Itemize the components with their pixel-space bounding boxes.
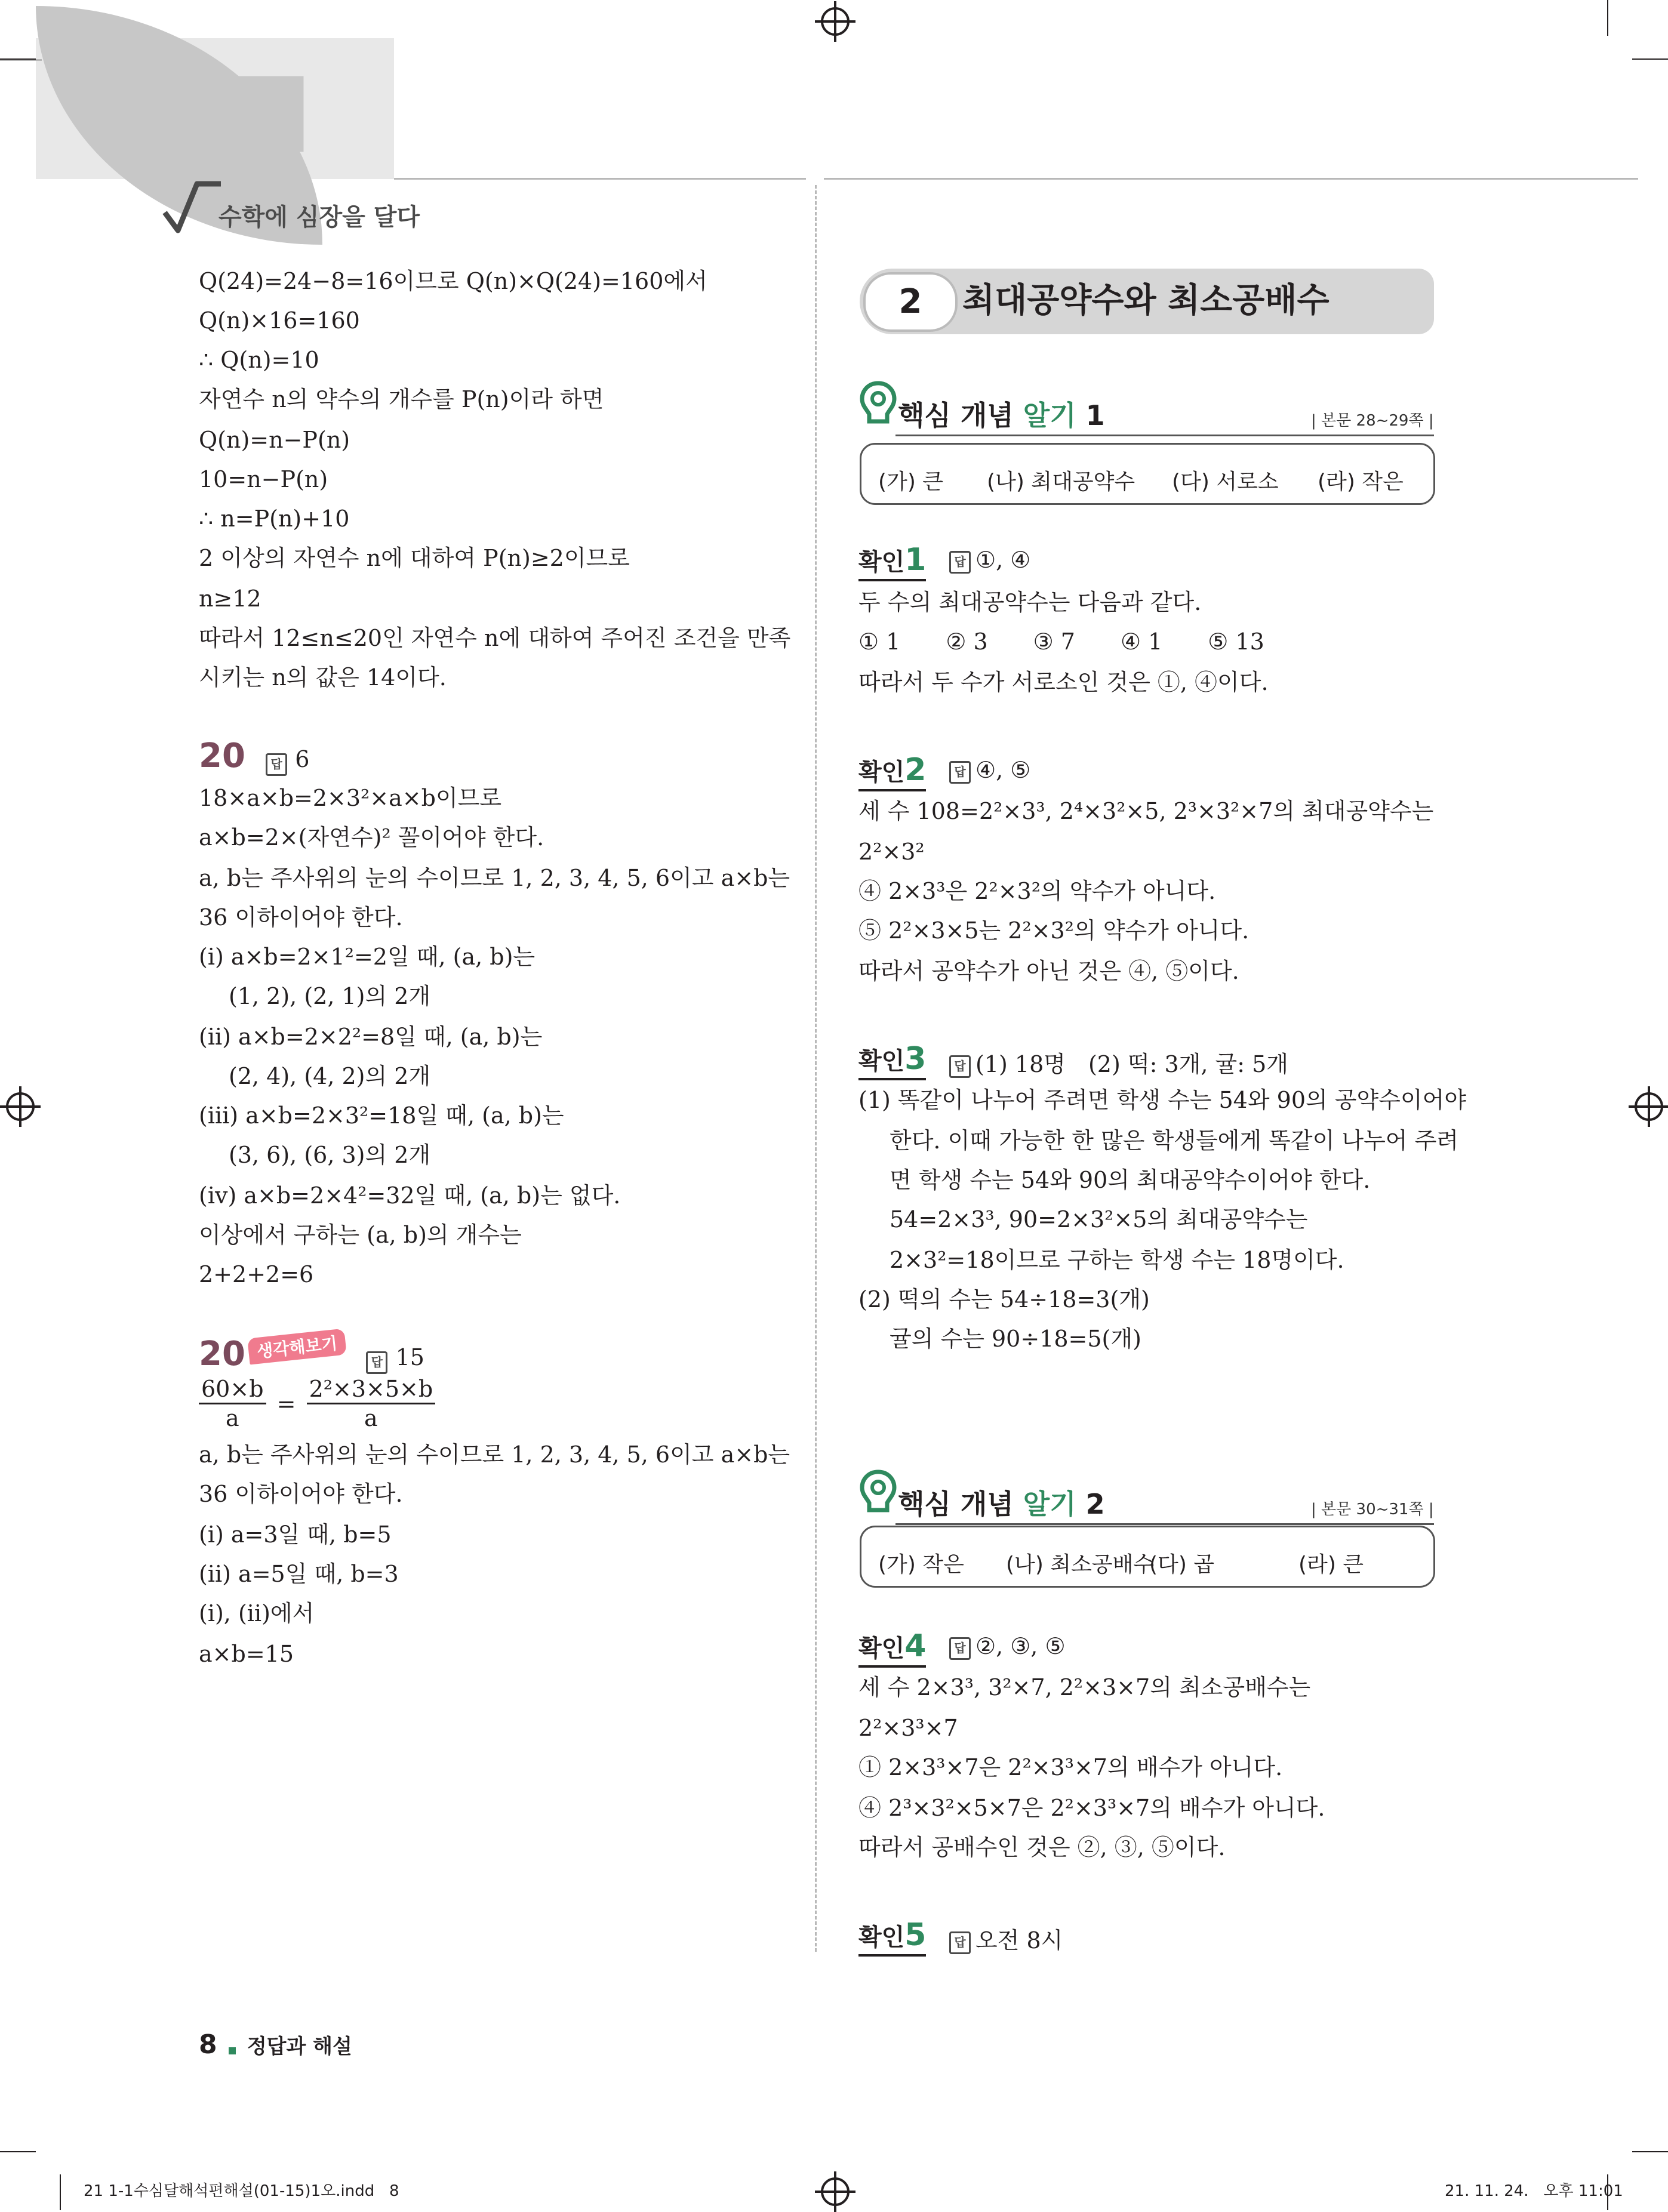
column-divider bbox=[815, 185, 817, 1952]
solution-line: (3, 6), (6, 3)의 2개 bbox=[229, 1142, 431, 1168]
check-2-answer bbox=[949, 757, 1030, 784]
solution-line: 18×a×b=2×3²×a×b이므로 bbox=[199, 785, 502, 811]
lightbulb-icon bbox=[857, 380, 899, 427]
concept-item: (다) 곱 bbox=[1149, 1552, 1215, 1577]
concept-2-box bbox=[860, 1526, 1435, 1588]
solution-line: 귤의 수는 90÷18=5(개) bbox=[890, 1326, 1141, 1352]
concept-1-rule bbox=[895, 435, 1434, 436]
print-timestamp: 21. 11. 24. 오후 11:01 bbox=[1445, 2182, 1623, 2200]
solution-line: a, b는 주사위의 눈의 수이므로 1, 2, 3, 4, 5, 6이고 a×b는 bbox=[199, 1441, 790, 1468]
file-info: 21 1-1수심달해석편해설(01-15)1오.indd 8 bbox=[84, 2182, 399, 2200]
solution-line: ④ 2×3³은 2²×3²의 약수가 아니다. bbox=[858, 878, 1216, 904]
solution-line: (ⅲ) a×b=2×3²=18일 때, (a, b)는 bbox=[199, 1102, 564, 1129]
solution-line: 따라서 공배수인 것은 ②, ③, ⑤이다. bbox=[858, 1834, 1226, 1860]
concept-item: (나) 최소공배수 bbox=[1006, 1552, 1155, 1577]
answer-mark-icon: 답 bbox=[949, 551, 971, 574]
solution-line: n≥12 bbox=[199, 586, 261, 612]
check-1-answer bbox=[949, 547, 1030, 574]
problem-20-think-header bbox=[199, 1333, 424, 1374]
solution-line: 한다. 이때 가능한 한 많은 학생들에게 똑같이 나누어 주려 bbox=[890, 1127, 1458, 1154]
header-rule-main-right bbox=[824, 178, 1638, 180]
concept-item: (라) 작은 bbox=[1318, 470, 1404, 494]
check-3-header: 확인3 bbox=[858, 1041, 926, 1080]
solution-line: 54=2×3³, 90=2×3²×5의 최대공약수는 bbox=[890, 1206, 1308, 1233]
lightbulb-icon bbox=[857, 1468, 899, 1516]
answer-mark-icon: 답 bbox=[949, 1637, 971, 1660]
solution-line: (ⅰ) a×b=2×1²=2일 때, (a, b)는 bbox=[199, 944, 536, 970]
solution-line: 2²×3² bbox=[858, 839, 925, 865]
solution-line: 두 수의 최대공약수는 다음과 같다. bbox=[858, 589, 1202, 615]
answer-value: 15 bbox=[395, 1344, 424, 1370]
concept-item: (가) 큰 bbox=[878, 470, 944, 494]
concept-2-rule bbox=[895, 1523, 1434, 1525]
solution-line: (ⅱ) a=5일 때, b=3 bbox=[199, 1561, 399, 1587]
registration-mark-right bbox=[1635, 1092, 1663, 1121]
solution-line: (2, 4), (4, 2)의 2개 bbox=[229, 1063, 431, 1089]
check-3-answer bbox=[949, 1046, 1288, 1079]
solution-line: 시키는 n의 값은 14이다. bbox=[199, 664, 447, 691]
solution-line: Q(24)=24−8=16이므로 Q(n)×Q(24)=160에서 bbox=[199, 268, 707, 294]
fraction-equation bbox=[199, 1375, 435, 1432]
check-2-header: 확인2 bbox=[858, 752, 926, 791]
series-title: 수학에 심장을 달다 bbox=[218, 204, 420, 231]
concept-2-page-ref: | 본문 30~31쪽 | bbox=[1311, 1501, 1434, 1518]
section-number-badge: 2 bbox=[863, 272, 958, 332]
solution-line: Q(n)=n−P(n) bbox=[199, 427, 350, 453]
solution-line: (ⅱ) a×b=2×2²=8일 때, (a, b)는 bbox=[199, 1024, 543, 1050]
check-5-header: 확인5 bbox=[858, 1917, 926, 1957]
solution-line: 세 수 108=2²×3³, 2⁴×3²×5, 2³×3²×7의 최대공약수는 bbox=[858, 798, 1434, 824]
solution-line: 2²×3³×7 bbox=[858, 1715, 958, 1741]
solution-line: 2 이상의 자연수 n에 대하여 P(n)≥2이므로 bbox=[199, 545, 630, 571]
concept-item: (라) 큰 bbox=[1298, 1552, 1364, 1577]
solution-line: 세 수 2×3³, 3²×7, 2²×3×7의 최소공배수는 bbox=[858, 1674, 1311, 1700]
solution-line: ∴ n=P(n)+10 bbox=[199, 506, 350, 532]
solution-line: ① 1 ② 3 ③ 7 ④ 1 ⑤ 13 bbox=[858, 629, 1264, 655]
problem-number: 20 bbox=[199, 737, 245, 775]
concept-item: (다) 서로소 bbox=[1172, 470, 1279, 494]
solution-line: 자연수 n의 약수의 개수를 P(n)이라 하면 bbox=[199, 386, 604, 412]
answer-mark-icon: 답 bbox=[266, 753, 287, 776]
solution-line: a, b는 주사위의 눈의 수이므로 1, 2, 3, 4, 5, 6이고 a×b는 bbox=[199, 865, 790, 891]
fraction-right: $\frac{\text{2²×3×5×b}}{a}$ bbox=[307, 1375, 436, 1432]
check-4-header: 확인4 bbox=[858, 1628, 926, 1668]
solution-line: ⑤ 2²×3×5는 2²×3²의 약수가 아니다. bbox=[858, 917, 1250, 944]
solution-line: ∴ Q(n)=10 bbox=[199, 347, 319, 373]
solution-line: 2×3²=18이므로 구하는 학생 수는 18명이다. bbox=[890, 1247, 1344, 1273]
solution-line: a×b=2×(자연수)² 꼴이어야 한다. bbox=[199, 824, 544, 851]
solution-line: 36 이하이어야 한다. bbox=[199, 904, 403, 931]
solution-line: 따라서 두 수가 서로소인 것은 ①, ④이다. bbox=[858, 669, 1269, 695]
solution-line: 10=n−P(n) bbox=[199, 466, 328, 492]
answer-value: 오전 8시 bbox=[975, 1927, 1063, 1954]
page-number: 8 bbox=[199, 2029, 217, 2060]
solution-line: 2+2+2=6 bbox=[199, 1261, 314, 1287]
answer-mark-icon: 답 bbox=[949, 1931, 971, 1954]
concept-item: (가) 작은 bbox=[878, 1552, 964, 1577]
answer-mark-icon: 답 bbox=[949, 761, 971, 784]
answer-value: ②, ③, ⑤ bbox=[975, 1633, 1066, 1659]
book-section: 정답과 해설 bbox=[247, 2035, 352, 2059]
concept-1-title: 핵심 개념 알기 1 bbox=[898, 399, 1105, 432]
check-1-header: 확인1 bbox=[858, 542, 926, 581]
answer-value: 6 bbox=[295, 746, 310, 772]
concept-1-page-ref: | 본문 28~29쪽 | bbox=[1311, 412, 1434, 430]
fraction-left: $\frac{60\times b}{a}$ bbox=[199, 1375, 266, 1432]
solution-line: (ⅰ), (ⅱ)에서 bbox=[199, 1600, 315, 1626]
crop-mark-tr-v bbox=[1607, 0, 1608, 36]
section-title: 최대공약수와 최소공배수 bbox=[962, 281, 1330, 320]
solution-line: 이상에서 구하는 (a, b)의 개수는 bbox=[199, 1222, 522, 1248]
equals-sign: = bbox=[276, 1390, 296, 1417]
concept-2-title: 핵심 개념 알기 2 bbox=[898, 1488, 1105, 1520]
answer-value: ④, ⑤ bbox=[975, 757, 1031, 783]
check-4-answer bbox=[949, 1633, 1066, 1660]
crop-mark-tl bbox=[0, 58, 36, 60]
sqrt-logo-icon bbox=[162, 179, 222, 239]
registration-mark-top bbox=[821, 7, 850, 36]
solution-line: ④ 2³×3²×5×7은 2²×3³×7의 배수가 아니다. bbox=[858, 1795, 1325, 1821]
solution-line: (ⅰ) a=3일 때, b=5 bbox=[199, 1521, 392, 1548]
footer-bullet bbox=[229, 2047, 236, 2054]
solution-line: 면 학생 수는 54와 90의 최대공약수이어야 한다. bbox=[890, 1167, 1371, 1193]
crop-mark-br-h bbox=[1632, 2151, 1668, 2152]
solution-line: (1, 2), (2, 1)의 2개 bbox=[229, 983, 431, 1009]
concept-1-box bbox=[860, 443, 1435, 505]
solution-line: 따라서 공약수가 아닌 것은 ④, ⑤이다. bbox=[858, 958, 1239, 984]
crop-mark-tr-h bbox=[1632, 58, 1668, 60]
solution-line: (1) 똑같이 나누어 주려면 학생 수는 54와 90의 공약수이어야 bbox=[858, 1087, 1467, 1113]
page-footer bbox=[199, 2029, 352, 2060]
solution-line: 따라서 12≤n≤20인 자연수 n에 대하여 주어진 조건을 만족 bbox=[199, 625, 791, 651]
problem-number: 20 bbox=[199, 1335, 245, 1373]
registration-mark-left bbox=[6, 1092, 35, 1121]
crop-mark-bl-v bbox=[60, 2174, 61, 2210]
header-rule-main-left bbox=[394, 178, 806, 180]
problem-20-header bbox=[199, 737, 309, 776]
answer-value: (1) 18명 (2) 떡: 3개, 귤: 5개 bbox=[975, 1051, 1288, 1077]
solution-line: (2) 떡의 수는 54÷18=3(개) bbox=[858, 1286, 1150, 1313]
answer-mark-icon: 답 bbox=[949, 1055, 971, 1078]
registration-mark-bottom bbox=[821, 2177, 850, 2206]
answer-mark-icon: 답 bbox=[366, 1351, 387, 1374]
answer-value: ①, ④ bbox=[975, 547, 1031, 573]
solution-line: (ⅳ) a×b=2×4²=32일 때, (a, b)는 없다. bbox=[199, 1182, 621, 1209]
solution-line: Q(n)×16=160 bbox=[199, 307, 360, 334]
concept-item: (나) 최대공약수 bbox=[987, 470, 1135, 494]
think-tag: 생각해보기 bbox=[247, 1329, 347, 1365]
solution-line: a×b=15 bbox=[199, 1641, 294, 1667]
solution-line: 36 이하이어야 한다. bbox=[199, 1481, 403, 1507]
check-5-answer bbox=[949, 1922, 1063, 1955]
solution-line: ① 2×3³×7은 2²×3³×7의 배수가 아니다. bbox=[858, 1754, 1283, 1780]
crop-mark-bl-h bbox=[0, 2151, 36, 2152]
